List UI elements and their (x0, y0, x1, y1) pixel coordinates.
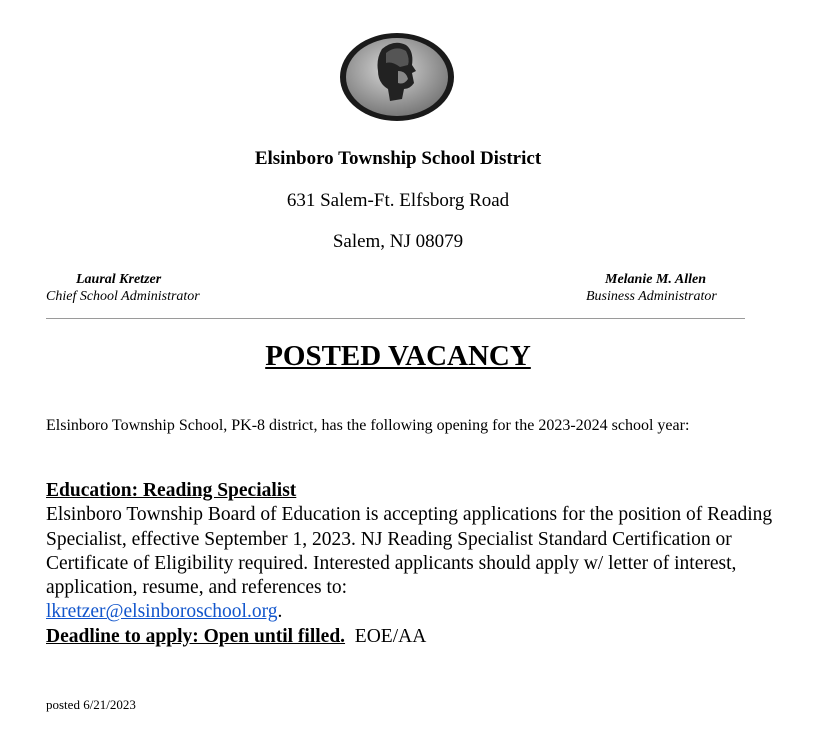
official-business-title: Business Administrator (586, 289, 717, 304)
spartan-logo-icon (338, 31, 456, 123)
job-description (46, 503, 786, 624)
official-business (586, 271, 717, 305)
job-title: Education: Reading Specialist (46, 480, 297, 501)
page-title: POSTED VACANCY (265, 340, 531, 372)
contact-email-link[interactable]: lkretzer@elsinboroschool.org (46, 601, 278, 623)
intro-text: Elsinboro Township School, PK-8 district, has the following opening for the 2023-2024 school year: (46, 417, 690, 434)
job-description-text: Elsinboro Township Board of Education is accepting applications for the position of Reading Specialist, effective September 1, 2023. NJ Reading Specialist Standard Certification or Certificate of Eligibility required. Interested applicants should apply w/ letter of interest, application, resume, and references to: (46, 504, 773, 599)
header-divider (46, 318, 745, 319)
email-suffix: . (277, 601, 283, 623)
district-address-city: Salem, NJ 08079 (332, 231, 464, 252)
official-chief-name: Laural Kretzer (76, 272, 162, 287)
deadline-line (46, 625, 786, 649)
district-address-street: 631 Salem-Ft. Elfsborg Road (286, 190, 510, 211)
official-chief-title: Chief School Administrator (46, 289, 200, 304)
eoe-text: EOE/AA (354, 625, 427, 647)
job-posting (46, 479, 786, 649)
posted-date: posted 6/21/2023 (46, 697, 136, 712)
official-chief (46, 271, 200, 305)
district-name: Elsinboro Township School District (254, 148, 542, 169)
deadline-text: Deadline to apply: Open until filled. (46, 625, 346, 647)
official-business-name: Melanie M. Allen (605, 272, 706, 287)
